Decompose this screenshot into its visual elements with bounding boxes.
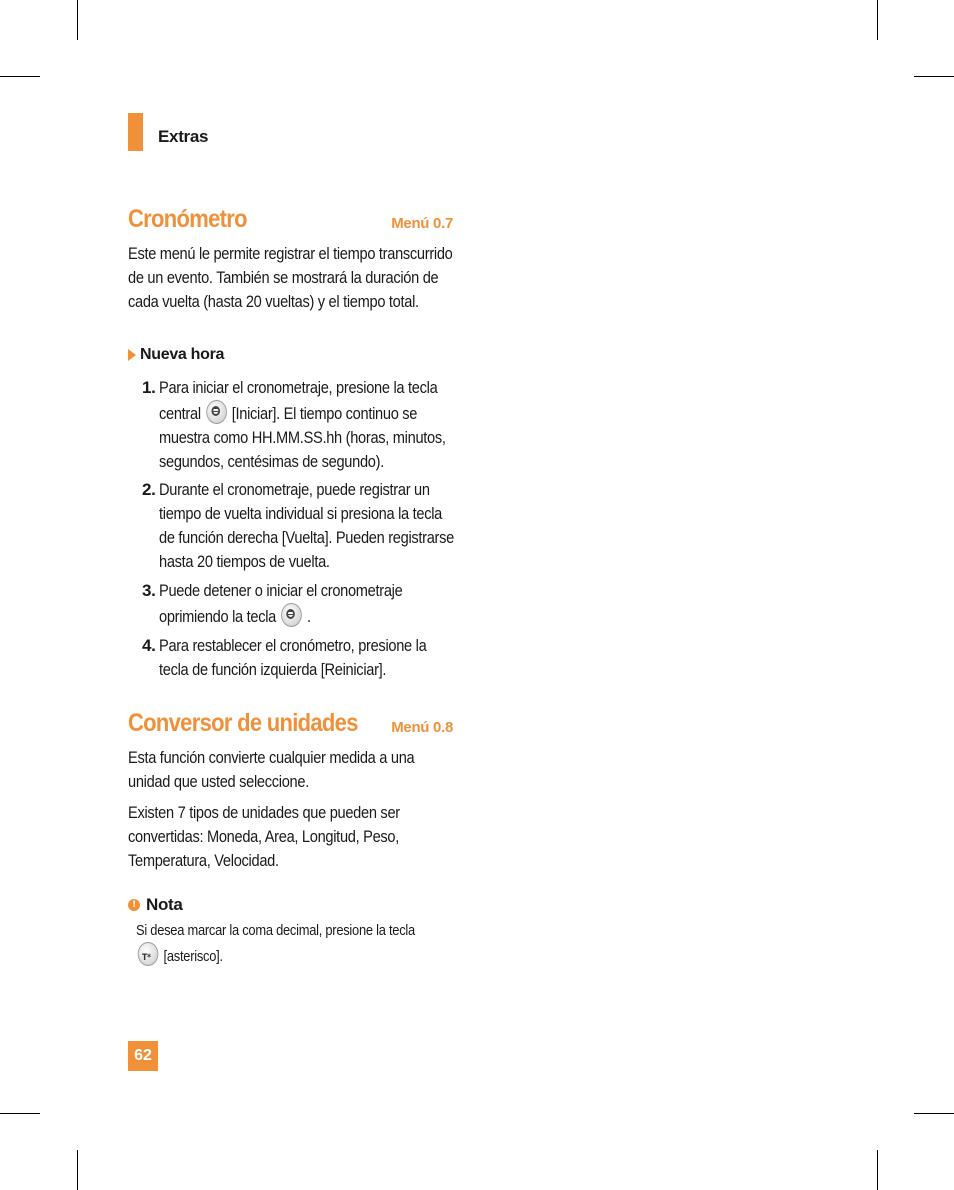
step-text-before: Puede detener o iniciar el cronometraje oprimiendo la tecla <box>159 581 403 626</box>
step-text: Para restablecer el cronómetro, presione la tecla de función izquierda [Reiniciar]. <box>159 636 427 679</box>
nueva-hora-subhead <box>128 346 224 364</box>
crop-mark <box>0 76 40 77</box>
crop-mark <box>0 1113 40 1114</box>
section-tab <box>128 113 143 151</box>
cronometro-menu: Menú 0.7 <box>391 215 453 232</box>
nota-text-after: [asterisco]. <box>163 948 223 965</box>
step-text-after: . <box>306 607 311 626</box>
cronometro-intro: Este menú le permite registrar el tiempo transcurrido de un evento. También se mostrará la duración de cada vuelta (hasta 20 vueltas) y el tiempo total. <box>128 244 453 311</box>
section-label: Extras <box>158 127 209 146</box>
crop-mark <box>877 1150 878 1190</box>
center-key-icon <box>281 603 302 627</box>
cronometro-heading <box>128 200 453 234</box>
note-icon: ! <box>128 899 140 911</box>
conversor-para1-block <box>128 746 453 794</box>
conversor-para2-block <box>128 801 453 873</box>
crop-mark <box>914 76 954 77</box>
conversor-heading <box>128 704 453 738</box>
conversor-menu: Menú 0.8 <box>391 719 453 736</box>
nota-text-before: Si desea marcar la coma decimal, presione la tecla <box>136 922 415 939</box>
star-key-icon <box>138 942 159 966</box>
arrow-right-icon <box>128 349 136 361</box>
nota-label: Nota <box>146 895 183 914</box>
conversor-para2: Existen 7 tipos de unidades que pueden ser convertidas: Moneda, Area, Longitud, Peso, Temperatura, Velocidad. <box>128 803 400 870</box>
center-key-icon <box>206 400 227 424</box>
crop-mark <box>77 0 78 40</box>
step-text: Durante el cronometraje, puede registrar un tiempo de vuelta individual si presiona la tecla de función derecha [Vuelta]. Pueden registrarse hasta 20 tiempos de vuelta. <box>159 480 454 571</box>
cronometro-intro-block <box>128 242 453 314</box>
conversor-para1: Esta función convierte cualquier medida a una unidad que usted seleccione. <box>128 748 415 791</box>
crop-mark <box>914 1113 954 1114</box>
nota-heading <box>128 895 183 915</box>
step-number: 2. <box>142 480 156 499</box>
crop-mark <box>877 0 878 40</box>
step-text <box>159 579 456 629</box>
nueva-hora-label: Nueva hora <box>140 346 225 363</box>
page-number: 62 <box>128 1041 158 1071</box>
step-text-after: [Iniciar]. El tiempo continuo se muestra como HH.MM.SS.hh (horas, minutos, segundos, centésimas de segundo). <box>159 404 446 471</box>
step-text <box>159 376 456 474</box>
conversor-title: Conversor de unidades <box>128 709 358 737</box>
crop-mark <box>77 1150 78 1190</box>
step-number: 3. <box>142 581 156 600</box>
cronometro-title: Cronómetro <box>128 205 247 233</box>
step-text-before: Para iniciar el cronometraje, presione la tecla central <box>159 378 438 423</box>
nota-body <box>136 920 463 968</box>
step-number: 4. <box>142 636 156 655</box>
step-number: 1. <box>142 378 156 397</box>
